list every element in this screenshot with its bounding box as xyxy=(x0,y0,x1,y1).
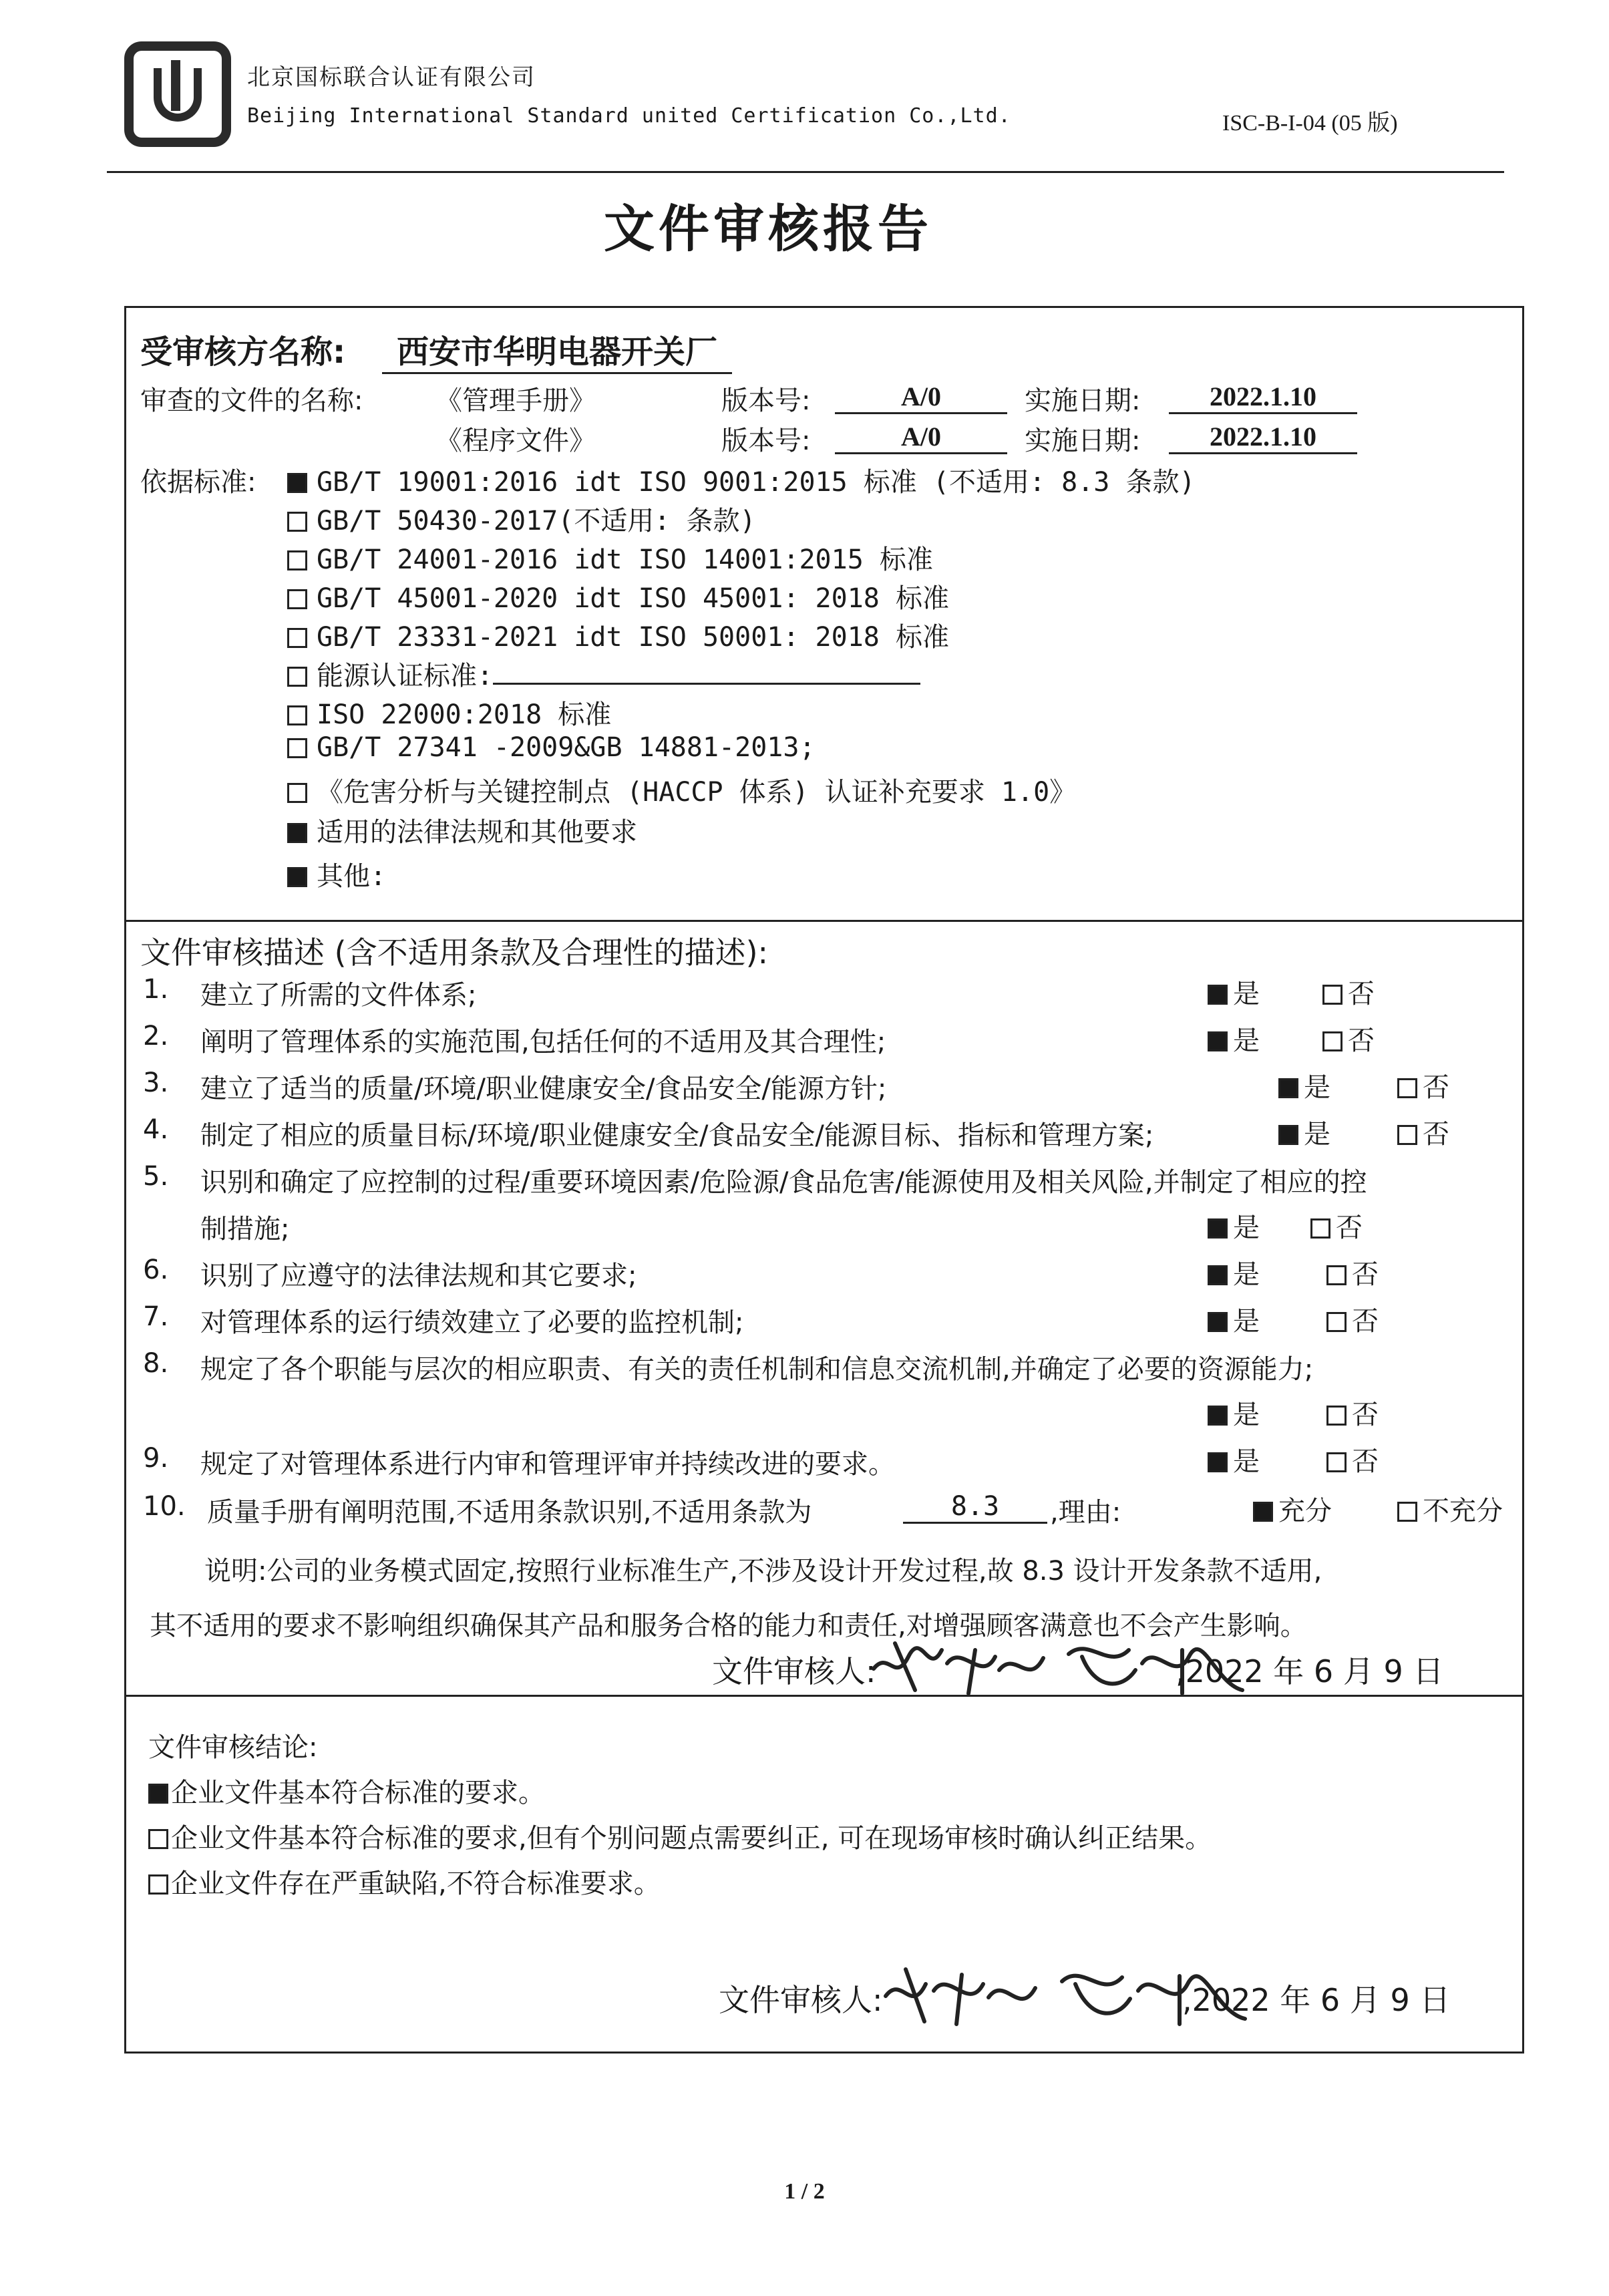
no-option[interactable]: 否 xyxy=(1322,973,1375,1011)
item-number: 2. xyxy=(143,1021,169,1051)
version-label: 版本号: xyxy=(721,385,811,416)
sufficient-option[interactable]: 充分 xyxy=(1253,1490,1332,1528)
checkbox[interactable] xyxy=(1322,985,1343,1005)
checkbox-checked[interactable] xyxy=(1208,1452,1228,1472)
section-divider-1 xyxy=(126,920,1522,922)
item-text: 对管理体系的运行绩效建立了必要的监控机制; xyxy=(200,1307,744,1338)
item-number: 5. xyxy=(143,1161,169,1192)
date-label: 实施日期: xyxy=(1025,385,1141,416)
checkbox[interactable] xyxy=(287,550,307,570)
checkbox[interactable] xyxy=(1397,1125,1417,1145)
yes-option[interactable]: 是 xyxy=(1208,1440,1260,1478)
item-number: 10. xyxy=(143,1491,186,1522)
item-text: 规定了对管理体系进行内审和管理评审并持续改进的要求。 xyxy=(200,1449,895,1480)
checkbox[interactable] xyxy=(1326,1265,1347,1285)
item-number: 7. xyxy=(143,1301,169,1332)
checkbox-checked[interactable] xyxy=(287,867,307,887)
standard-option[interactable]: 其他: xyxy=(287,855,386,893)
section-divider-2 xyxy=(126,1695,1522,1697)
conclusion-reviewer-label: 文件审核人: xyxy=(719,1982,883,2018)
item-number: 3. xyxy=(143,1068,169,1098)
standard-option[interactable]: GB/T 27341 -2009&GB 14881-2013; xyxy=(287,732,816,763)
conclusion-option[interactable]: 企业文件基本符合标准的要求,但有个别问题点需要纠正, 可在现场审核时确认纠正结果。 xyxy=(148,1817,1212,1855)
yes-option[interactable]: 是 xyxy=(1208,1253,1260,1291)
checkbox-checked[interactable] xyxy=(1208,1265,1228,1285)
reviewer-label: 文件审核人: xyxy=(712,1653,876,1689)
document-name: 《管理手册》 xyxy=(435,385,596,416)
yes-option[interactable]: 是 xyxy=(1278,1066,1330,1104)
standard-option[interactable]: 适用的法律法规和其他要求 xyxy=(287,811,637,849)
company-name-en: Beijing International Standard united Certification Co.,Ltd. xyxy=(247,104,1011,128)
checkbox-checked[interactable] xyxy=(1253,1502,1273,1522)
checkbox-checked[interactable] xyxy=(148,1784,168,1804)
energy-standard-blank[interactable] xyxy=(493,658,920,685)
auditee-name: 西安市华明电器开关厂 xyxy=(382,326,732,374)
item-number: 9. xyxy=(143,1443,169,1474)
item-text: 建立了所需的文件体系; xyxy=(200,980,477,1011)
standard-option[interactable]: GB/T 19001:2016 idt ISO 9001:2015 标准 (不适用: 8.3 条款) xyxy=(287,461,1196,499)
auditee-label: 受审核方名称: xyxy=(140,333,346,371)
no-option[interactable]: 否 xyxy=(1326,1253,1379,1291)
checkbox[interactable] xyxy=(1326,1406,1347,1426)
standard-option[interactable]: ISO 22000:2018 标准 xyxy=(287,693,611,731)
logo-bar xyxy=(171,60,180,111)
standard-option[interactable]: GB/T 24001-2016 idt ISO 14001:2015 标准 xyxy=(287,538,933,577)
yes-option[interactable]: 是 xyxy=(1208,973,1260,1011)
item-text: 识别了应遵守的法律法规和其它要求; xyxy=(200,1261,637,1291)
standards-label: 依据标准: xyxy=(140,467,256,498)
item-number: 4. xyxy=(143,1114,169,1145)
insufficient-option[interactable]: 不充分 xyxy=(1397,1490,1503,1528)
checkbox-checked[interactable] xyxy=(287,473,307,493)
checkbox[interactable] xyxy=(148,1829,168,1849)
page-number: 1 / 2 xyxy=(784,2179,825,2204)
page-title: 文件审核报告 xyxy=(604,199,932,259)
reason-label: ,理由: xyxy=(1050,1497,1121,1528)
standard-option[interactable]: GB/T 45001-2020 idt ISO 45001: 2018 标准 xyxy=(287,577,949,615)
checkbox[interactable] xyxy=(287,783,307,803)
conclusion-option[interactable]: 企业文件存在严重缺陷,不符合标准要求。 xyxy=(148,1862,661,1901)
conclusion-heading: 文件审核结论: xyxy=(148,1732,318,1763)
no-option[interactable]: 否 xyxy=(1322,1019,1375,1057)
document-name: 《程序文件》 xyxy=(435,426,596,456)
checkbox-checked[interactable] xyxy=(1278,1078,1298,1098)
checkbox-checked[interactable] xyxy=(1208,1218,1228,1239)
checkbox[interactable] xyxy=(287,628,307,648)
checkbox-checked[interactable] xyxy=(1208,1406,1228,1426)
date-label: 实施日期: xyxy=(1025,426,1141,456)
date-value: 2022.1.10 xyxy=(1169,381,1357,414)
item-number: 6. xyxy=(143,1255,169,1285)
yes-option[interactable]: 是 xyxy=(1278,1113,1330,1151)
item-text-continued: 制措施; xyxy=(200,1214,290,1245)
no-option[interactable]: 否 xyxy=(1326,1393,1379,1432)
checkbox[interactable] xyxy=(287,512,307,532)
checkbox[interactable] xyxy=(1326,1452,1347,1472)
company-logo xyxy=(124,41,231,147)
no-option[interactable]: 否 xyxy=(1326,1440,1379,1478)
standard-option[interactable]: 《危害分析与关键控制点 (HACCP 体系) 认证补充要求 1.0》 xyxy=(287,771,1076,809)
yes-option[interactable]: 是 xyxy=(1208,1393,1260,1432)
checkbox[interactable] xyxy=(1310,1218,1330,1239)
checkbox-checked[interactable] xyxy=(1208,1031,1228,1051)
no-option[interactable]: 否 xyxy=(1397,1113,1449,1151)
version-value: A/0 xyxy=(835,421,1007,454)
checkbox-checked[interactable] xyxy=(1208,1312,1228,1332)
yes-option[interactable]: 是 xyxy=(1208,1300,1260,1338)
checkbox-checked[interactable] xyxy=(287,823,307,843)
conclusion-date: ,2022 年 6 月 9 日 xyxy=(1182,1982,1451,2018)
version-label: 版本号: xyxy=(721,426,811,456)
review-date: ,2022 年 6 月 9 日 xyxy=(1176,1653,1444,1689)
item-text: 制定了相应的质量目标/环境/职业健康安全/食品安全/能源目标、指标和管理方案; xyxy=(200,1120,1154,1151)
non-applicable-clause[interactable]: 8.3 xyxy=(903,1491,1047,1524)
checkbox[interactable] xyxy=(148,1874,168,1895)
no-option[interactable]: 否 xyxy=(1326,1300,1379,1338)
item-text: 规定了各个职能与层次的相应职责、有关的责任机制和信息交流机制,并确定了必要的资源能力; xyxy=(200,1354,1314,1385)
header-divider xyxy=(107,171,1504,173)
company-name-cn: 北京国标联合认证有限公司 xyxy=(247,64,536,91)
note-line-1: 说明:公司的业务模式固定,按照行业标准生产,不涉及设计开发过程,故 8.3 设计开发条款不适用, xyxy=(204,1556,1322,1587)
item-text: 阐明了管理体系的实施范围,包括任何的不适用及其合理性; xyxy=(200,1027,886,1057)
yes-option[interactable]: 是 xyxy=(1208,1206,1260,1245)
item-text: 识别和确定了应控制的过程/重要环境因素/危险源/食品危害/能源使用及相关风险,并制定了相应的控 xyxy=(200,1167,1367,1198)
standard-option[interactable]: GB/T 23331-2021 idt ISO 50001: 2018 标准 xyxy=(287,616,949,654)
checkbox[interactable] xyxy=(287,705,307,725)
no-option[interactable]: 否 xyxy=(1310,1206,1363,1245)
checkbox[interactable] xyxy=(287,738,307,758)
item-text: 建立了适当的质量/环境/职业健康安全/食品安全/能源方针; xyxy=(200,1074,887,1104)
description-heading: 文件审核描述 (含不适用条款及合理性的描述): xyxy=(140,935,769,971)
standard-option[interactable]: 能源认证标准: xyxy=(287,655,920,693)
documents-label: 审查的文件的名称: xyxy=(140,385,363,416)
checkbox[interactable] xyxy=(1326,1312,1347,1332)
item-number: 1. xyxy=(143,974,169,1005)
checkbox[interactable] xyxy=(287,667,307,687)
checkbox-checked[interactable] xyxy=(1208,985,1228,1005)
standard-option[interactable]: GB/T 50430-2017(不适用: 条款) xyxy=(287,500,756,538)
form-number: ISC-B-I-04 (05 版) xyxy=(1222,111,1398,136)
date-value: 2022.1.10 xyxy=(1169,421,1357,454)
checkbox[interactable] xyxy=(1397,1502,1417,1522)
checkbox[interactable] xyxy=(1397,1078,1417,1098)
checkbox-checked[interactable] xyxy=(1278,1125,1298,1145)
checkbox[interactable] xyxy=(287,589,307,609)
checkbox[interactable] xyxy=(1322,1031,1343,1051)
item-text: 质量手册有阐明范围,不适用条款识别,不适用条款为 xyxy=(207,1497,812,1528)
conclusion-option[interactable]: 企业文件基本符合标准的要求。 xyxy=(148,1772,545,1810)
item-number: 8. xyxy=(143,1348,169,1379)
note-line-2: 其不适用的要求不影响组织确保其产品和服务合格的能力和责任,对增强顾客满意也不会产生影响。 xyxy=(150,1611,1307,1641)
no-option[interactable]: 否 xyxy=(1397,1066,1449,1104)
yes-option[interactable]: 是 xyxy=(1208,1019,1260,1057)
version-value: A/0 xyxy=(835,381,1007,414)
